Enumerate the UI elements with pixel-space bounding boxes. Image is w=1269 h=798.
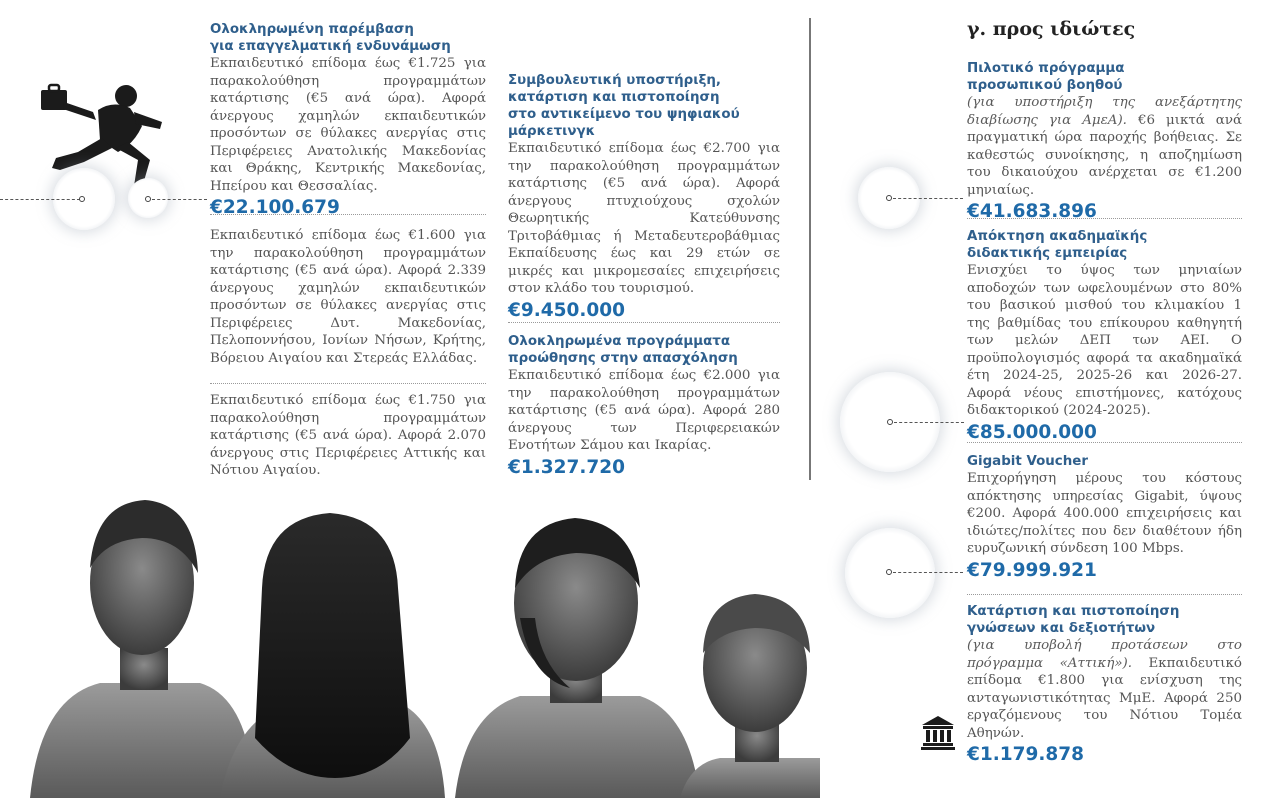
item-body: Εκπαιδευτικό επίδομα έως €1.600 για την παρακολούθηση προγραμμάτων κατάρτισης (€5 ανά ώρα). Αφορά 2.339 άνεργους χαμηλών εκπαιδευτικών προσόντων σε θύλακες ανεργίας στις Περιφέρειες Δυτ. Μακεδονίας, Πελοποννήσου, Ιονίων Νήσων, Κρήτης, Βόρειου Αιγαίου και Στερεάς Ελλάδας. bbox=[210, 228, 486, 366]
item-body: Εκπαιδευτικό επίδομα €1.800 για ενίσχυση της ανταγωνιστικότητας ΜμΕ. Αφορά 250 εργαζόμενους του Νότιου Τομέα Αθηνών. bbox=[967, 655, 1242, 741]
item-heading: Απόκτηση ακαδημαϊκής bbox=[967, 229, 1148, 244]
middle-item-2 bbox=[508, 333, 780, 479]
item-heading: Συμβουλευτική υποστήριξη, bbox=[508, 73, 721, 88]
item-subtitle: (για υποβολή προτάσεων στο πρόγραμμα «Αττική»). bbox=[967, 638, 1242, 671]
divider bbox=[210, 214, 486, 215]
item-amount: €79.999.921 bbox=[967, 559, 1097, 581]
person-3 bbox=[455, 518, 700, 798]
item-heading: μάρκετινγκ bbox=[508, 124, 596, 139]
divider bbox=[967, 442, 1242, 443]
people-photo bbox=[0, 478, 820, 798]
dotted-leader bbox=[893, 572, 963, 573]
leader-dot bbox=[145, 196, 151, 202]
item-amount: €9.450.000 bbox=[508, 299, 626, 321]
person-4 bbox=[680, 594, 820, 798]
right-item-4 bbox=[967, 603, 1242, 766]
item-heading: διδακτικής εμπειρίας bbox=[967, 246, 1128, 261]
item-body: Επιχορήγηση μέρους του κόστους απόκτησης υπηρεσίας Gigabit, ύψους €200. Αφορά 400.000 επιχειρήσεις και ιδιώτες/πολίτες που δεν διαθέτουν ήδη ευρυζωνική σύνδεση 100 Mbps. bbox=[967, 471, 1242, 556]
column-divider bbox=[809, 18, 811, 480]
divider bbox=[508, 322, 780, 323]
item-heading: για επαγγελματική ενδυνάμωση bbox=[210, 39, 451, 54]
item-body-wrapper bbox=[967, 94, 1242, 199]
leader-dot bbox=[79, 196, 85, 202]
item-body: Εκπαιδευτικό επίδομα έως €1.725 για παρακολούθηση προγραμμάτων κατάρτισης (€5 ανά ώρα). Αφορά άνεργους χαμηλών εκπαιδευτικών προσόντων σε θύλακες ανεργίας στις Περιφέρειες Ανατολικής Μακεδονίας και Θράκης, Κεντρικής Μακεδονίας, Ηπείρου και Θεσσαλίας. bbox=[210, 56, 486, 194]
section-title: γ. προς ιδιώτες bbox=[967, 18, 1136, 40]
item-heading: στο αντικείμενο του ψηφιακού bbox=[508, 107, 740, 122]
item-heading: Πιλοτικό πρόγραμμα bbox=[967, 61, 1125, 76]
item-heading: προσωπικού βοηθού bbox=[967, 78, 1123, 93]
item-heading: Ολοκληρωμένα προγράμματα bbox=[508, 334, 731, 349]
leader-dot bbox=[887, 419, 893, 425]
item-body: Εκπαιδευτικό επίδομα έως €2.000 για την παρακολούθηση προγραμμάτων κατάρτισης (€5 ανά ώρα). Αφορά 280 άνεργους των Περιφερειακών Ενοτήτων Σάμου και Ικαρίας. bbox=[508, 368, 780, 453]
right-item-1 bbox=[967, 60, 1242, 223]
divider bbox=[967, 594, 1242, 595]
dotted-leader bbox=[152, 199, 207, 200]
item-amount: €22.100.679 bbox=[210, 197, 340, 218]
item-body: Εκπαιδευτικό επίδομα έως €1.750 για παρακολούθηση προγραμμάτων κατάρτισης (€5 ανά ώρα). Αφορά 2.070 άνεργους στις Περιφέρειες Αττικής και Νότιου Αιγαίου. bbox=[210, 393, 486, 478]
right-item-2 bbox=[967, 228, 1242, 444]
item-heading: κατάρτιση και πιστοποίηση bbox=[508, 90, 720, 105]
middle-item-1 bbox=[508, 72, 780, 322]
item-amount: €41.683.896 bbox=[967, 201, 1097, 222]
item-heading: γνώσεων και δεξιοτήτων bbox=[967, 621, 1156, 636]
item-subtitle: (για υποστήριξη της ανεξάρτητης διαβίωσης για ΑμεΑ). bbox=[967, 95, 1242, 128]
left-item-2 bbox=[210, 227, 486, 367]
item-heading: προώθησης στην απασχόληση bbox=[508, 351, 738, 366]
item-amount: €1.327.720 bbox=[508, 456, 626, 478]
right-item-3 bbox=[967, 453, 1242, 582]
item-heading: Ολοκληρωμένη παρέμβαση bbox=[210, 22, 414, 37]
item-body: Ενισχύει το ύψος των μηνιαίων αποδοχών των ωφελουμένων στο 80% του βασικού μισθού του κλιμακίου 1 της βαθμίδας του επίκουρου καθηγητή των μελών ΔΕΠ των ΑΕΙ. Ο προϋπολογισμός αφορά τα ακαδημαϊκά έτη 2024-25, 2025-26 και 2026-27. Αφορά νέους επιστήμονες, κατόχους διδακτορικού (2024-2025). bbox=[967, 263, 1242, 418]
divider bbox=[967, 218, 1242, 219]
leader-dot bbox=[886, 195, 892, 201]
item-heading: Gigabit Voucher bbox=[967, 454, 1088, 469]
item-body: Εκπαιδευτικό επίδομα έως €2.700 για την παρακολούθηση προγραμμάτων κατάρτισης (€5 ανά ώρα). Αφορά άνεργους πτυχιούχους σχολών Θεωρητικής Κατεύθυνσης Τριτοβάθμιας ή Μεταδευτεροβάθμιας Εκπαίδευσης έως και 29 ετών σε μικρές και μικρομεσαίες επιχειρήσεις στον κλάδο του τουρισμού. bbox=[508, 141, 780, 296]
left-item-3 bbox=[210, 392, 486, 480]
item-amount: €1.179.878 bbox=[967, 744, 1085, 765]
government-building-icon bbox=[920, 714, 956, 750]
leader-dot bbox=[886, 569, 892, 575]
dotted-leader bbox=[894, 422, 964, 423]
item-amount: €85.000.000 bbox=[967, 421, 1097, 443]
item-body: €6 μικτά ανά πραγματική ώρα παροχής βοήθειας. Σε καθεστώς συνοίκησης, η αποζημίωση του δικαιούχου ανέρχεται σε €1.200 μηνιαίως. bbox=[967, 112, 1243, 198]
item-heading: Κατάρτιση και πιστοποίηση bbox=[967, 604, 1180, 619]
dotted-leader bbox=[0, 199, 80, 200]
divider bbox=[210, 383, 486, 384]
dotted-leader bbox=[893, 198, 963, 199]
item-body-wrapper bbox=[967, 637, 1242, 742]
left-item-1 bbox=[210, 21, 486, 219]
person-1 bbox=[30, 500, 255, 798]
person-2 bbox=[220, 513, 445, 798]
